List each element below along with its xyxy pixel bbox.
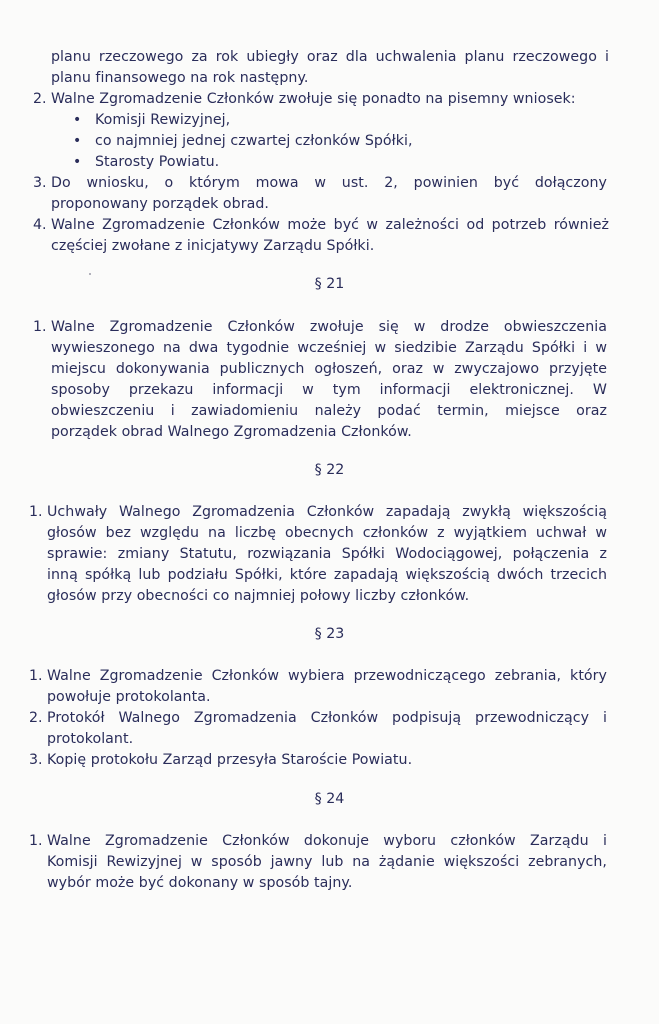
item-number: 3. bbox=[33, 175, 47, 191]
bullet-icon: • bbox=[73, 133, 82, 149]
item-text-line: głosów bez względu na liczbę obecnych członków z wyjątkiem uchwał w bbox=[47, 525, 607, 541]
item-text-line: Walne Zgromadzenie Członków wybiera przewodniczącego zebrania, który bbox=[47, 668, 607, 684]
bullet-icon: • bbox=[73, 112, 82, 128]
item-text-line: miejscu dokonywania publicznych ogłoszeń, oraz w zwyczajowo przyjęte bbox=[51, 361, 607, 377]
item-number: 1. bbox=[29, 833, 43, 849]
item-text-line: Walne Zgromadzenie Członków zwołuje się w drodze obwieszczenia bbox=[51, 319, 607, 335]
intro-line: planu rzeczowego za rok ubiegły oraz dla uchwalenia planu rzeczowego i bbox=[51, 49, 609, 65]
item-number: 3. bbox=[29, 752, 43, 768]
item-text-line: Walne Zgromadzenie Członków dokonuje wyboru członków Zarządu i bbox=[47, 833, 607, 849]
item-text-line: proponowany porządek obrad. bbox=[51, 196, 269, 212]
bullet-item: Starosty Powiatu. bbox=[95, 154, 220, 170]
item-number: 1. bbox=[29, 504, 43, 520]
section-heading: § 24 bbox=[314, 791, 345, 807]
intro-line: planu finansowego na rok następny. bbox=[51, 70, 309, 86]
item-text-line: obwieszczeniu i zawiadomieniu należy podać termin, miejsce oraz bbox=[51, 403, 607, 419]
item-text-line: wybór może być dokonany w sposób tajny. bbox=[47, 875, 353, 891]
item-text-line: Protokół Walnego Zgromadzenia Członków podpisują przewodniczący i bbox=[47, 710, 607, 726]
item-text-line: Do wniosku, o którym mowa w ust. 2, powinien być dołączony bbox=[51, 175, 607, 191]
item-text-line: inną spółką lub podziału Spółki, które zapadają większością dwóch trzecich bbox=[47, 567, 607, 583]
item-text-line: protokolant. bbox=[47, 731, 134, 747]
item-text-line: Uchwały Walnego Zgromadzenia Członków zapadają zwykłą większością bbox=[47, 504, 607, 520]
item-text-line: częściej zwołane z inicjatywy Zarządu Spółki. bbox=[51, 238, 375, 254]
item-text-line: sposoby przekazu informacji w tym informacji elektronicznej. W bbox=[51, 382, 607, 398]
item-text-line: sprawie: zmiany Statutu, rozwiązania Spółki Wodociągowej, połączenia z bbox=[47, 546, 607, 562]
item-number: 1. bbox=[33, 319, 47, 335]
item-text-line: głosów przy obecności co najmniej połowy liczby członków. bbox=[47, 588, 470, 604]
bullet-item: co najmniej jednej czwartej członków Spółki, bbox=[95, 133, 413, 149]
item-text-line: Walne Zgromadzenie Członków zwołuje się ponadto na pisemny wniosek: bbox=[51, 91, 576, 107]
item-text-line: wywieszonego na dwa tygodnie wcześniej w siedzibie Zarządu Spółki i w bbox=[51, 340, 607, 356]
item-text-line: Walne Zgromadzenie Członków może być w zależności od potrzeb również bbox=[51, 217, 609, 233]
item-text-line: porządek obrad Walnego Zgromadzenia Członków. bbox=[51, 424, 412, 440]
item-text-line: Komisji Rewizyjnej w sposób jawny lub na żądanie większości zebranych, bbox=[47, 854, 607, 870]
item-text-line: Kopię protokołu Zarząd przesyła Staroście Powiatu. bbox=[47, 752, 413, 768]
item-number: 4. bbox=[33, 217, 47, 233]
section-heading: § 21 bbox=[314, 276, 345, 292]
item-number: 2. bbox=[29, 710, 43, 726]
section-heading: § 23 bbox=[314, 626, 345, 642]
item-number: 2. bbox=[33, 91, 47, 107]
bullet-item: Komisji Rewizyjnej, bbox=[95, 112, 231, 128]
item-text-line: powołuje protokolanta. bbox=[47, 689, 211, 705]
bullet-icon: • bbox=[73, 154, 82, 170]
section-heading: § 22 bbox=[314, 462, 345, 478]
item-number: 1. bbox=[29, 668, 43, 684]
